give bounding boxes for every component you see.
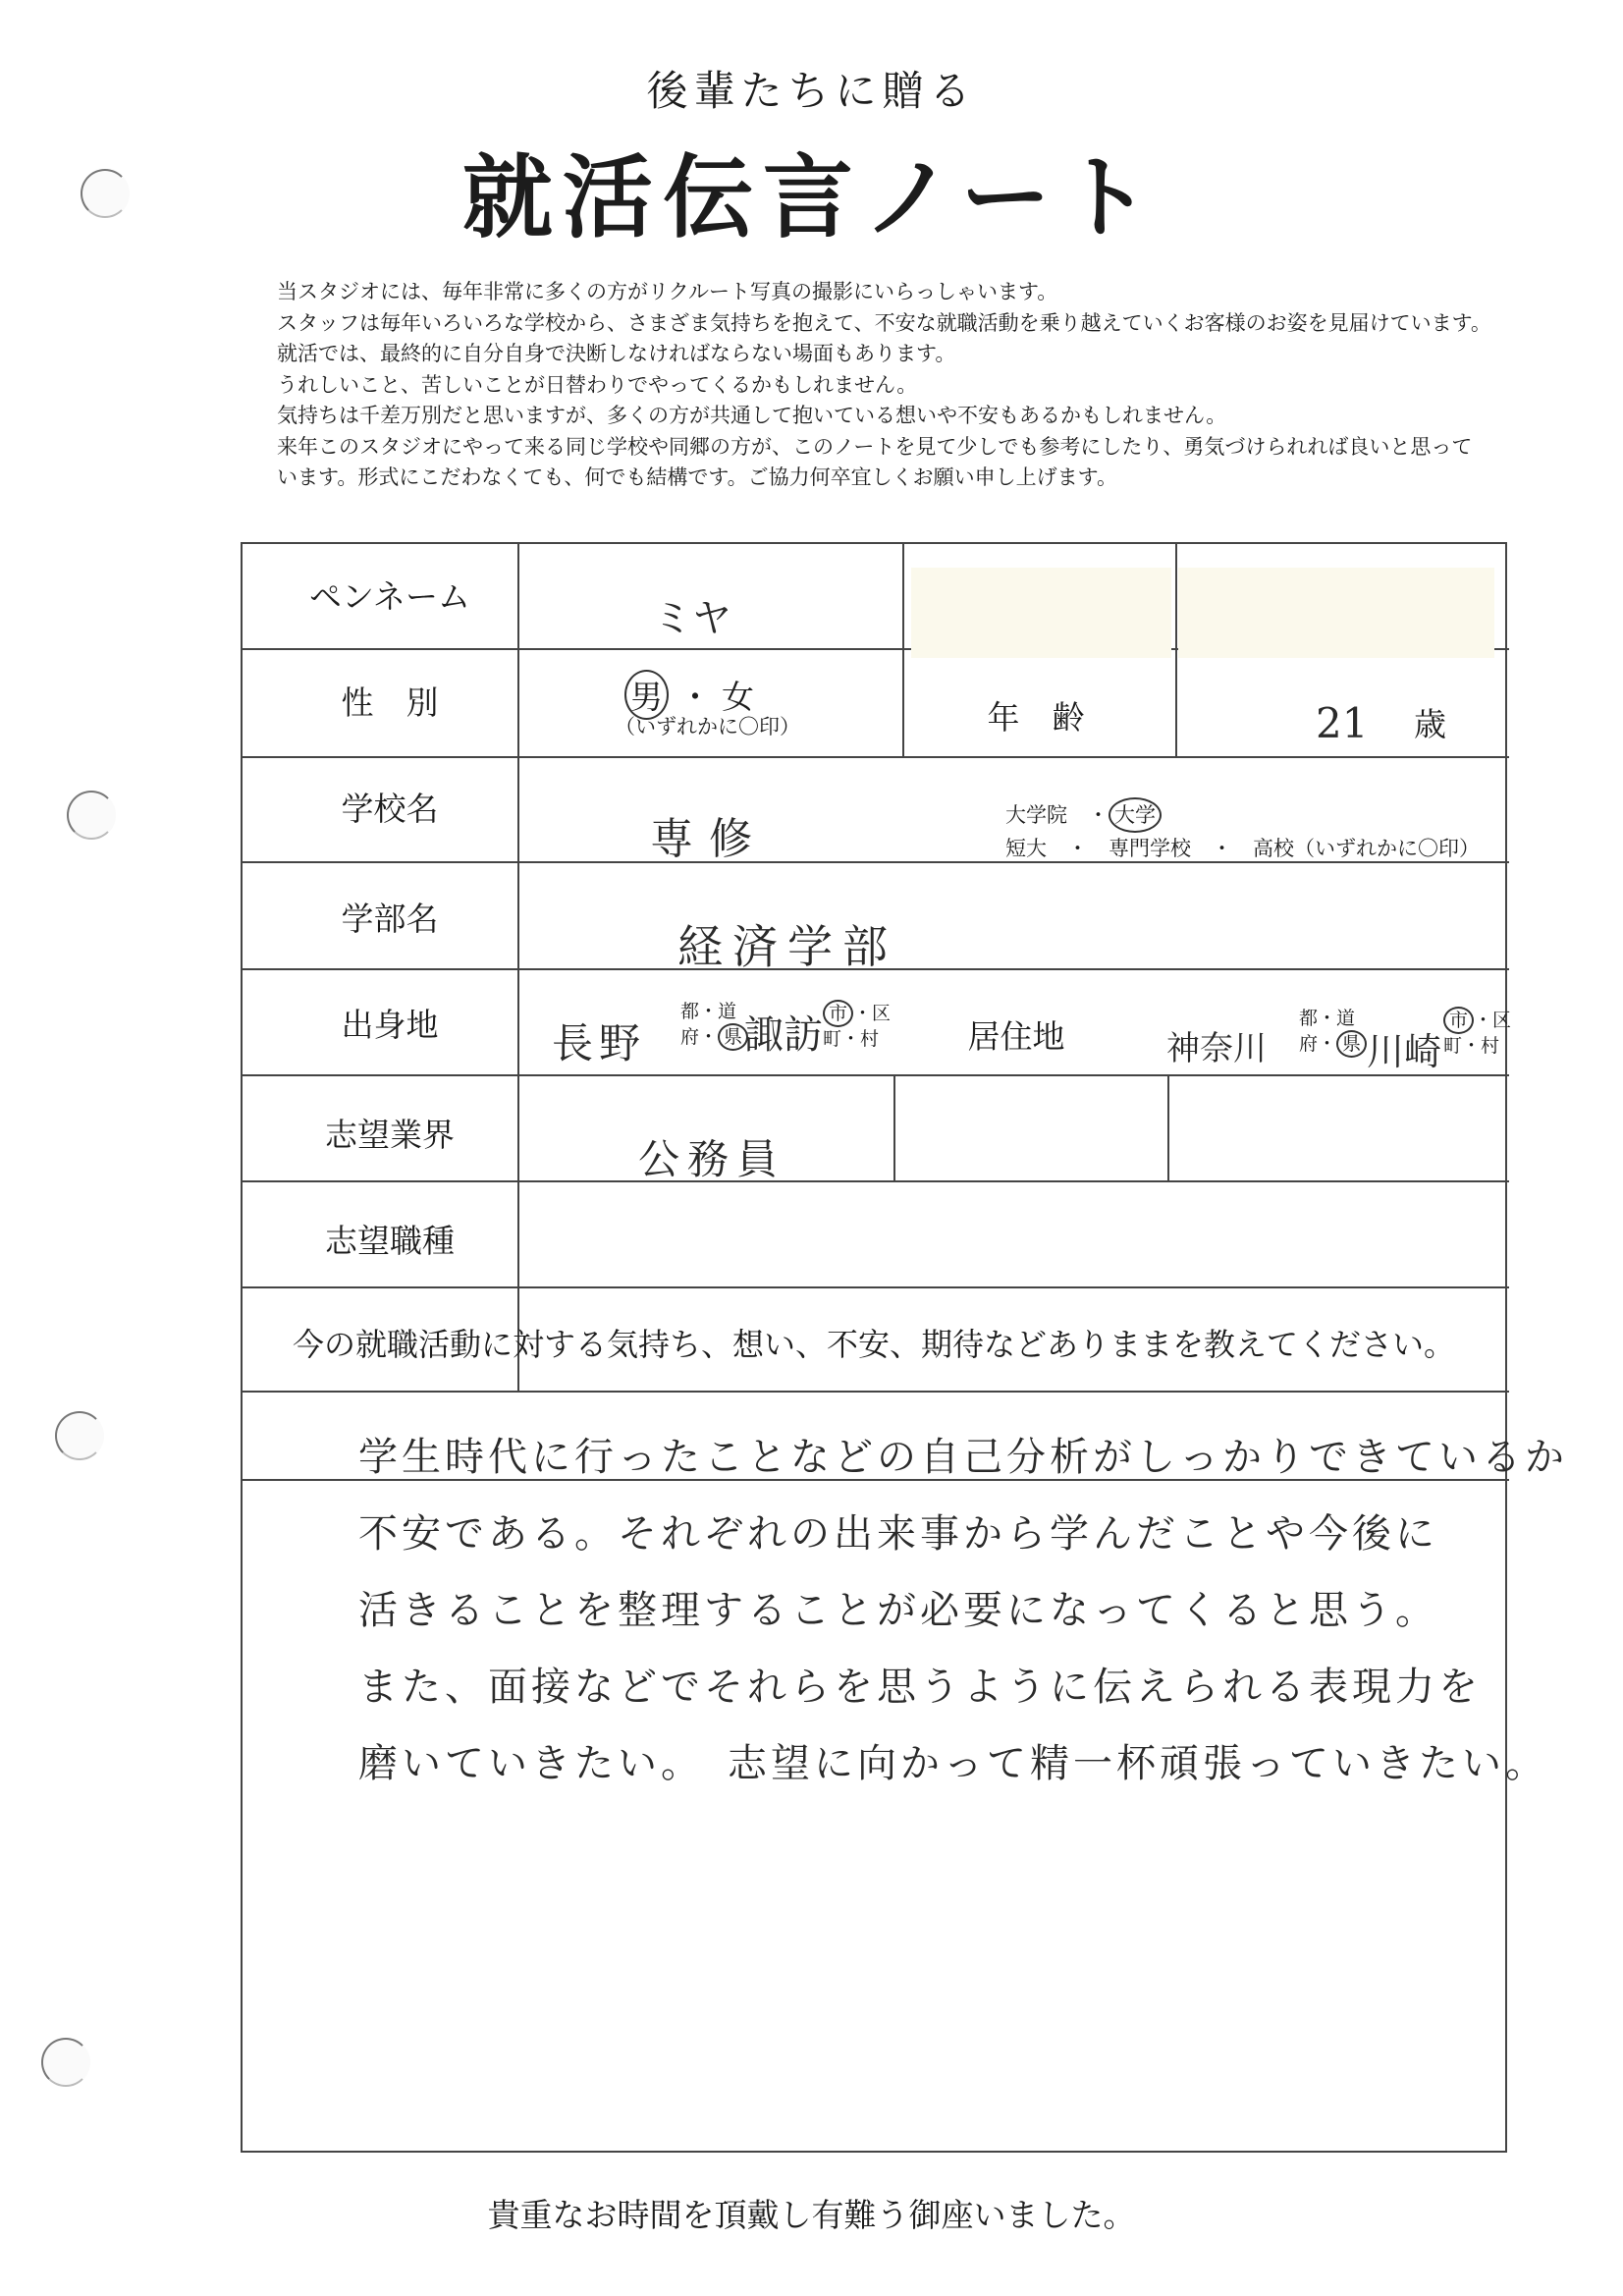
gender-label: 性 別 (341, 683, 439, 722)
age-unit: 歳 (1414, 705, 1446, 743)
pref-types-top: 都・道 (680, 1001, 737, 1022)
answer-line: 学生時代に行ったことなどの自己分析がしっかりできているか (358, 1435, 1568, 1480)
answer-line: また、面接などでそれらを思うように伝えられる表現力を (358, 1665, 1482, 1710)
gender-female: 女 (722, 678, 754, 716)
pref-types-top: 都・道 (1299, 1008, 1356, 1029)
school-types (1005, 797, 1480, 864)
pref-types-bottom: 府・ (1299, 1033, 1337, 1055)
penname-label: ペンネーム (308, 577, 470, 616)
residence-label: 居住地 (967, 1017, 1065, 1056)
age-label: 年 齢 (987, 698, 1085, 737)
hometown-label: 出身地 (341, 1006, 439, 1044)
residence-city: 川崎 (1367, 1030, 1442, 1073)
gender-male-selected: 男 (624, 670, 669, 720)
city-types-bottom: 町・村 (1443, 1035, 1500, 1057)
city-type-selected: 市 (1443, 1007, 1474, 1034)
gender-dot: ・ (678, 678, 712, 716)
school-label: 学校名 (341, 790, 439, 828)
hometown-city-types (823, 1000, 891, 1051)
answer-line: 活きることを整理することが必要になってくると思う。 (358, 1588, 1438, 1633)
intro-line: 気持ちは千差万別だと思いますが、多くの方が共通して抱いている想いや不安もあるかもしれません。 (277, 404, 1227, 427)
industry-label: 志望業界 (325, 1116, 455, 1154)
school-types-line2: 短大 ・ 専門学校 ・ 高校（いずれかに〇印） (1005, 837, 1480, 860)
intro-line: うれしいこと、苦しいことが日替わりでやってくるかもしれません。 (277, 372, 918, 397)
pref-type-selected: 県 (1336, 1030, 1367, 1058)
answer-line: 不安である。それぞれの出来事から学んだことや今後に (358, 1511, 1438, 1557)
intro-line: スタッフは毎年いろいろな学校から、さまざま気持ちを抱えて、不安な就職活動を乗り越えていくお客様のお姿を見届けています。 (277, 310, 1491, 335)
intro-line: います。形式にこだわなくても、何でも結構です。ご協力何卒宜しくお願い申し上げます。 (277, 465, 1117, 489)
residence-city-types (1443, 1007, 1511, 1058)
answer-text (358, 1419, 1568, 1802)
pref-types-bottom: 府・ (680, 1026, 719, 1048)
binder-hole (67, 791, 116, 840)
city-type-selected: 市 (823, 1000, 853, 1027)
hometown-city: 諏訪 (744, 1012, 823, 1058)
question-text: 今の就職活動に対する気持ち、想い、不安、期待などありままを教えてください。 (292, 1326, 1455, 1363)
hometown-pref-types (680, 1000, 748, 1051)
city-types-top: ・区 (1474, 1010, 1512, 1031)
age-value: 21 (1316, 699, 1369, 747)
answer-line: 磨いていきたい。 志望に向かって精一杯頑張っていきたい。 (358, 1741, 1548, 1786)
job-type-label: 志望職種 (325, 1222, 455, 1260)
footer-thanks: 貴重なお時間を頂戴し有難う御座いました。 (487, 2196, 1136, 2234)
city-types-top: ・区 (853, 1003, 892, 1024)
intro-line: 来年このスタジオにやって来る同じ学校や同郷の方が、このノートを見て少しでも参考にしたり、勇気づけられれば良いと思って (277, 434, 1473, 459)
hometown-prefecture: 長野 (552, 1019, 647, 1067)
faculty-label: 学部名 (341, 900, 439, 938)
school-type-university-selected: 大学 (1109, 797, 1162, 833)
intro-line: 当スタジオには、毎年非常に多くの方がリクルート写真の撮影にいらっしゃいます。 (277, 280, 1058, 303)
gender-note: （いずれかに〇印） (615, 715, 800, 738)
redacted-field (911, 568, 1171, 658)
intro-text (277, 277, 1593, 494)
gender-choice (624, 670, 754, 720)
penname-value: ミヤ (653, 596, 731, 641)
residence-prefecture: 神奈川 (1166, 1029, 1267, 1068)
pref-type-selected: 県 (718, 1023, 748, 1051)
redacted-field (1178, 568, 1494, 658)
city-types-bottom: 町・村 (823, 1028, 880, 1050)
intro-line: 就活では、最終的に自分自身で決断しなければならない場面もあります。 (277, 342, 956, 365)
industry-value: 公務員 (638, 1135, 786, 1183)
page-title: 就活伝言ノート (461, 145, 1162, 250)
binder-hole (41, 2038, 90, 2087)
page-subtitle: 後輩たちに贈る (646, 67, 977, 115)
school-type-grad: 大学院 ・ (1005, 803, 1109, 827)
binder-hole (55, 1411, 104, 1460)
residence-pref-types (1299, 1007, 1367, 1058)
faculty-value: 経済学部 (677, 920, 897, 973)
school-value: 専修 (650, 814, 768, 864)
